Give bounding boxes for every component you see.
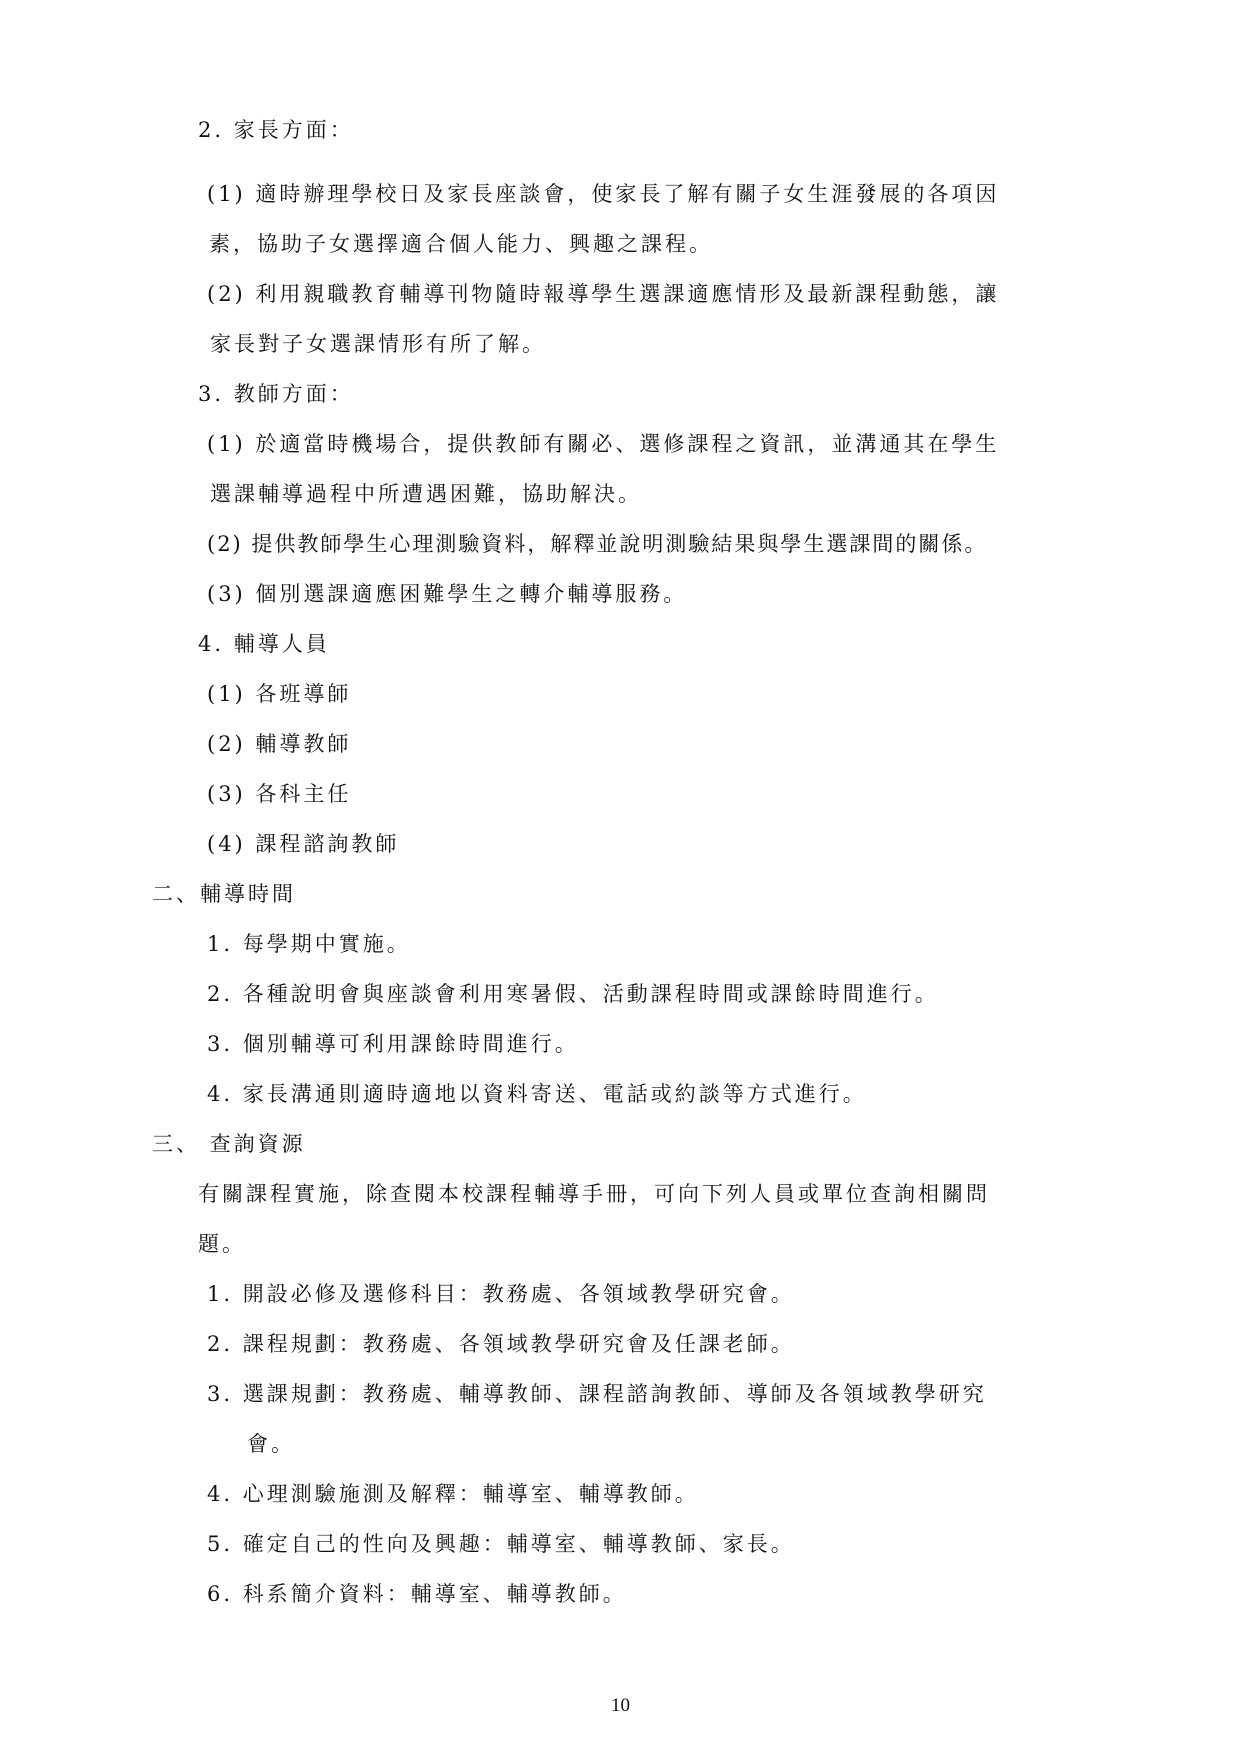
text-line: 題。	[198, 1232, 246, 1256]
text-line: 素，協助子女選擇適合個人能力、興趣之課程。	[209, 232, 713, 256]
text-line: 會。	[247, 1432, 295, 1456]
section-heading: 三、 查詢資源	[152, 1132, 306, 1156]
text-line: 1. 開設必修及選修科目：教務處、各領域教學研究會。	[207, 1282, 795, 1306]
text-line: 2. 各種說明會與座談會利用寒暑假、活動課程時間或課餘時間進行。	[207, 982, 939, 1006]
text-line: (1) 於適當時機場合，提供教師有關必、選修課程之資訊，並溝通其在學生	[207, 432, 1000, 456]
text-line: 3. 選課規劃：教務處、輔導教師、課程諮詢教師、導師及各領域教學研究	[207, 1382, 987, 1406]
text-line: 4. 家長溝通則適時適地以資料寄送、電話或約談等方式進行。	[207, 1082, 867, 1106]
section-heading: 二、輔導時間	[152, 882, 296, 906]
text-line: 6. 科系簡介資料：輔導室、輔導教師。	[207, 1582, 627, 1606]
text-line: 1. 每學期中實施。	[207, 932, 411, 956]
text-line: (1) 各班導師	[207, 682, 352, 706]
text-line: 選課輔導過程中所遭遇困難，協助解決。	[210, 482, 642, 506]
text-line: 有關課程實施，除查閱本校課程輔導手冊，可向下列人員或單位查詢相關問	[198, 1182, 990, 1206]
text-line: (3) 個別選課適應困難學生之轉介輔導服務。	[207, 582, 688, 606]
text-line: 2. 家長方面：	[198, 118, 354, 142]
page-number: 10	[611, 1695, 630, 1716]
text-line: (2) 提供教師學生心理測驗資料，解釋並說明測驗結果與學生選課間的關係。	[207, 532, 988, 556]
text-line: (2) 輔導教師	[207, 732, 352, 756]
text-line: 3. 教師方面：	[198, 382, 354, 406]
text-line: 4. 心理測驗施測及解釋：輔導室、輔導教師。	[207, 1482, 699, 1506]
text-line: 家長對子女選課情形有所了解。	[210, 332, 546, 356]
text-line: 5. 確定自己的性向及興趣：輔導室、輔導教師、家長。	[207, 1532, 795, 1556]
text-line: (2) 利用親職教育輔導刊物隨時報導學生選課適應情形及最新課程動態，讓	[207, 282, 1000, 306]
text-line: 3. 個別輔導可利用課餘時間進行。	[207, 1032, 579, 1056]
text-line: (1) 適時辦理學校日及家長座談會，使家長了解有關子女生涯發展的各項因	[207, 182, 1000, 206]
text-line: 2. 課程規劃：教務處、各領域教學研究會及任課老師。	[207, 1332, 795, 1356]
text-line: (4) 課程諮詢教師	[207, 832, 400, 856]
text-line: (3) 各科主任	[207, 782, 352, 806]
text-line: 4. 輔導人員	[198, 632, 330, 656]
